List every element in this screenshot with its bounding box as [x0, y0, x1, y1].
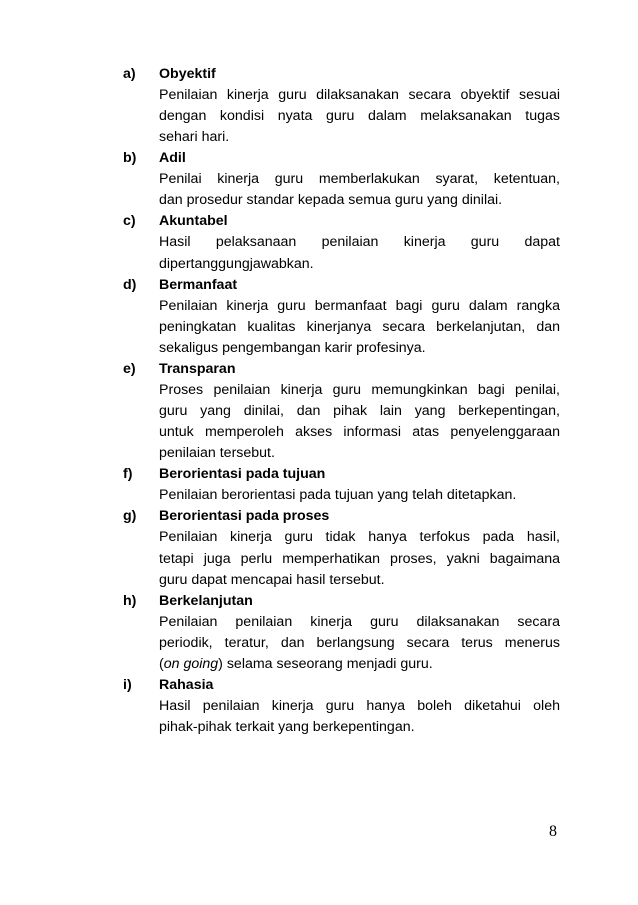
item-heading: [123, 275, 563, 296]
item-title: Transparan: [159, 360, 236, 377]
item-title: Berkelanjutan: [159, 592, 253, 609]
list-item: [123, 591, 563, 675]
list-item: [123, 359, 563, 464]
description-line: Penilaian kinerja guru bermanfaat bagi guru dalam rangka: [159, 297, 560, 314]
list-item: [123, 211, 563, 274]
item-description: [159, 232, 560, 274]
list-item: [123, 464, 563, 506]
description-line: Hasil pelaksanaan penilaian kinerja guru dapat: [159, 234, 560, 251]
item-heading: [123, 675, 563, 696]
description-line: Proses penilaian kinerja guru memungkinkan bagi penilai,: [159, 381, 560, 398]
item-description: [159, 696, 560, 738]
list-item: [123, 275, 563, 359]
item-description: [159, 527, 560, 590]
item-title: Rahasia: [159, 676, 214, 693]
description-line: Hasil penilaian kinerja guru hanya boleh diketahui oleh: [159, 697, 560, 714]
description-line: sekaligus pengembangan karir profesinya.: [159, 339, 426, 356]
item-description: [159, 612, 560, 675]
item-letter: e): [123, 360, 136, 377]
item-heading: [123, 64, 563, 85]
item-title: Akuntabel: [159, 213, 228, 230]
description-line: dan prosedur standar kepada semua guru yang dinilai.: [159, 192, 503, 209]
item-description: [159, 85, 560, 148]
description-line: pihak-pihak terkait yang berkepentingan.: [159, 719, 415, 736]
item-heading: [123, 211, 563, 232]
item-letter: d): [123, 276, 137, 293]
item-letter: h): [123, 592, 137, 609]
item-heading: [123, 506, 563, 527]
item-title: Berorientasi pada proses: [159, 508, 330, 525]
item-title: Adil: [159, 150, 186, 167]
item-letter: c): [123, 213, 136, 230]
description-line: peningkatan kualitas kinerjanya secara berkelanjutan, dan: [159, 318, 560, 335]
item-description: [159, 380, 560, 464]
description-line: guru dapat mencapai hasil tersebut.: [159, 571, 385, 588]
item-title: Obyektif: [159, 66, 216, 82]
description-line: Penilai kinerja guru memberlakukan syarat, ketentuan,: [159, 171, 560, 188]
description-line: untuk memperoleh akses informasi atas penyelenggaraan: [159, 424, 560, 441]
description-line: dipertanggungjawabkan.: [159, 255, 314, 272]
item-letter: a): [123, 66, 136, 82]
item-letter: f): [123, 466, 133, 483]
list-item: [123, 148, 563, 211]
item-description: [159, 485, 560, 506]
description-line: (on going) selama seseorang menjadi guru.: [159, 655, 433, 672]
description-line: Penilaian penilaian kinerja guru dilaksanakan secara: [159, 613, 560, 630]
item-letter: b): [123, 150, 137, 167]
description-line: penilaian tersebut.: [159, 445, 275, 462]
description-line: periodik, teratur, dan berlangsung secara terus menerus: [159, 634, 560, 651]
principles-list: [123, 64, 563, 738]
emphasis-text: on going: [163, 655, 219, 672]
description-line: Penilaian kinerja guru tidak hanya terfokus pada hasil,: [159, 529, 560, 546]
item-heading: [123, 359, 563, 380]
description-line: guru yang dinilai, dan pihak lain yang berkepentingan,: [159, 403, 560, 420]
item-heading: [123, 591, 563, 612]
item-title: Berorientasi pada tujuan: [159, 466, 326, 483]
description-line: tetapi juga perlu memperhatikan proses, yakni bagaimana: [159, 550, 560, 567]
list-item: [123, 64, 563, 148]
description-line: Penilaian berorientasi pada tujuan yang telah ditetapkan.: [159, 487, 517, 504]
item-description: [159, 296, 560, 359]
item-letter: g): [123, 508, 137, 525]
list-item: [123, 506, 563, 590]
item-letter: i): [123, 676, 132, 693]
description-line: Penilaian kinerja guru dilaksanakan secara obyektif sesuai: [159, 87, 560, 103]
item-description: [159, 169, 560, 211]
list-item: [123, 675, 563, 738]
item-heading: [123, 148, 563, 169]
description-line: dengan kondisi nyata guru dalam melaksanakan tugas: [159, 108, 560, 125]
item-title: Bermanfaat: [159, 276, 238, 293]
item-heading: [123, 464, 563, 485]
page-number: 8: [549, 823, 557, 840]
description-line: sehari hari.: [159, 129, 230, 146]
